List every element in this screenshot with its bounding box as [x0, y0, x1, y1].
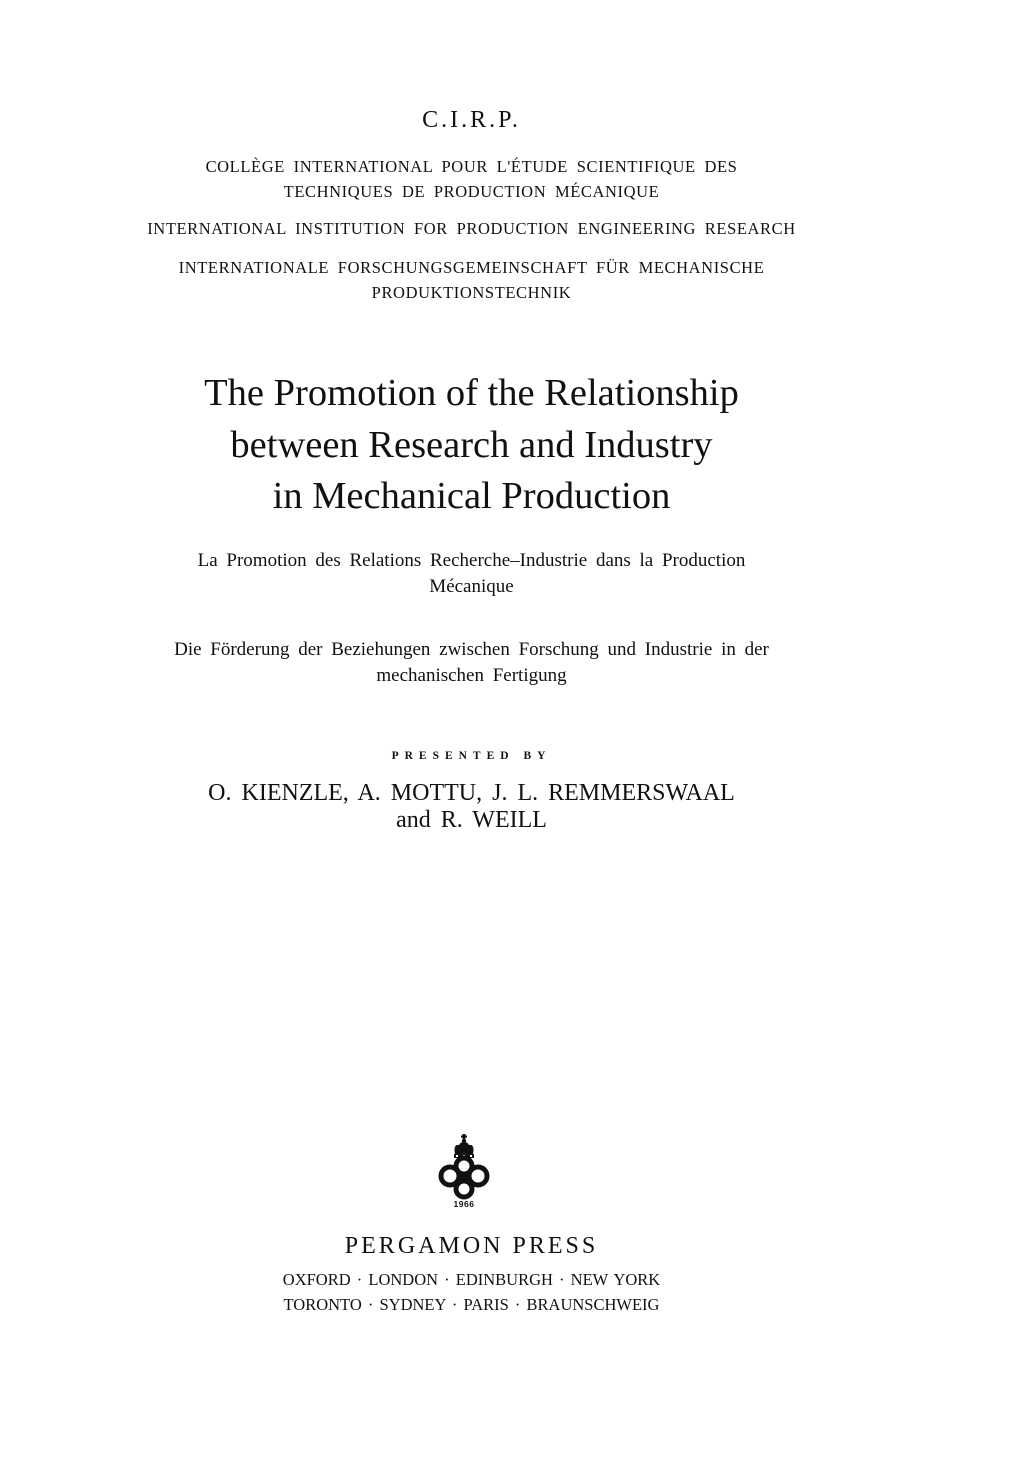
french-title-line2: Mécanique	[429, 576, 514, 597]
german-title-line1: Die Förderung der Beziehungen zwischen Forschung und Industrie in der	[174, 639, 769, 660]
book-title-line2: between Research and Industry	[230, 424, 713, 466]
cirp-acronym: C.I.R.P.	[422, 107, 521, 133]
french-institution-name-line1: COLLÈGE INTERNATIONAL POUR L'ÉTUDE SCIENTIFIQUE DES	[205, 157, 738, 176]
logo-year: 1966	[453, 1199, 475, 1209]
book-title-line1: The Promotion of the Relationship	[204, 372, 739, 414]
publisher-cities-line1: OXFORD · LONDON · EDINBURGH · NEW YORK	[282, 1270, 661, 1289]
french-title-line1: La Promotion des Relations Recherche–Industrie dans la Production	[197, 550, 746, 571]
german-institution-name-line1: INTERNATIONALE FORSCHUNGSGEMEINSCHAFT FÜR MECHANISCHE	[178, 258, 765, 277]
presented-by-label: PRESENTED BY	[391, 750, 552, 762]
german-title-line2: mechanischen Fertigung	[376, 665, 567, 686]
english-institution-name: INTERNATIONAL INSTITUTION FOR PRODUCTION ENGINEERING RESEARCH	[147, 219, 796, 238]
book-title-line3: in Mechanical Production	[272, 475, 671, 517]
french-institution-name-line2: TECHNIQUES DE PRODUCTION MÉCANIQUE	[283, 182, 660, 201]
authors-line1: O. KIENZLE, A. MOTTU, J. L. REMMERSWAAL	[208, 780, 735, 806]
publisher-cities-line2: TORONTO · SYDNEY · PARIS · BRAUNSCHWEIG	[283, 1295, 660, 1314]
german-institution-name-line2: PRODUKTIONSTECHNIK	[371, 283, 572, 302]
authors-line2: and R. WEILL	[396, 807, 547, 833]
publisher-name: PERGAMON PRESS	[344, 1233, 599, 1259]
